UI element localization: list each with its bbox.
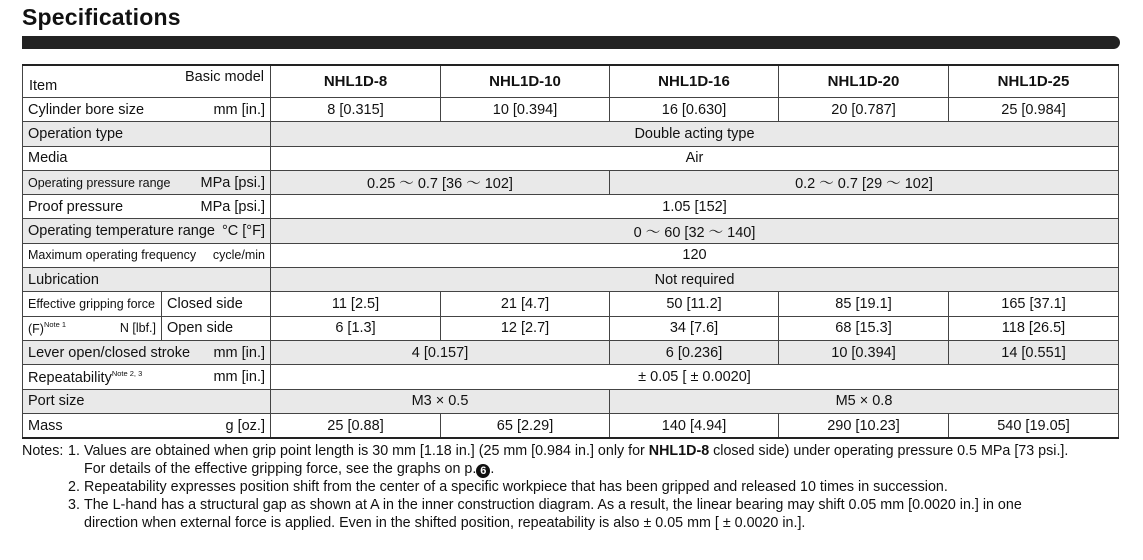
notes-label: Notes: xyxy=(22,443,64,459)
model-header: NHL1D-20 xyxy=(779,65,949,98)
row-operating-temperature xyxy=(23,219,1119,243)
table-cell: 140 [4.94] xyxy=(610,413,779,438)
page-title: Specifications xyxy=(22,4,181,30)
table-cell: Double acting type xyxy=(271,122,1119,146)
title-divider-bar xyxy=(22,36,1120,49)
unit-label: MPa [psi.] xyxy=(200,198,265,215)
table-cell: 11 [2.5] xyxy=(271,292,441,316)
row-port-size xyxy=(23,389,1119,413)
table-cell: 34 [7.6] xyxy=(610,316,779,340)
row-repeatability xyxy=(23,365,1119,389)
table-cell: 68 [15.3] xyxy=(779,316,949,340)
table-cell: 120 xyxy=(271,243,1119,267)
table-cell: M5 × 0.8 xyxy=(610,389,1119,413)
table-cell: 14 [0.551] xyxy=(949,340,1119,364)
table-cell: 21 [4.7] xyxy=(441,292,610,316)
unit-label: cycle/min xyxy=(212,248,265,263)
model-header: NHL1D-10 xyxy=(441,65,610,98)
row-gripping-closed xyxy=(23,292,1119,316)
row-label: Proof pressure MPa [psi.] xyxy=(23,195,271,219)
table-cell: 50 [11.2] xyxy=(610,292,779,316)
page-ref-badge: 6 xyxy=(476,464,490,478)
unit-label: N [lbf.] xyxy=(119,321,156,336)
row-label: Operating pressure range MPa [psi.] xyxy=(23,170,271,194)
unit-label: °C [°F] xyxy=(221,223,265,240)
row-max-frequency xyxy=(23,243,1119,267)
unit-label: mm [in.] xyxy=(213,344,265,361)
table-cell: 16 [0.630] xyxy=(610,98,779,122)
row-media xyxy=(23,146,1119,170)
row-label: Repeatability$^{Note 2, 3}$ mm [in.] xyxy=(23,365,271,389)
model-ref: NHL1D-8 xyxy=(648,443,710,459)
row-label: Lever open/closed stroke mm [in.] xyxy=(23,340,271,364)
model-header: NHL1D-16 xyxy=(610,65,779,98)
table-cell: 4 [0.157] xyxy=(271,340,610,364)
unit-label: mm [in.] xyxy=(213,101,265,118)
note-3: 3. The L-hand has a structural gap as shown at A in the inner construction diagram. As a result, the linear bearing may shift 0.05 mm [0.0020 in.] in one xyxy=(68,497,1022,513)
row-label: Operation type xyxy=(23,122,271,146)
row-mass xyxy=(23,413,1119,438)
notes-section xyxy=(22,442,1132,532)
table-cell: 10 [0.394] xyxy=(441,98,610,122)
table-cell: 0 ～ 60 [32 ～ 140] xyxy=(271,219,1119,243)
row-label: Cylinder bore size mm [in.] xyxy=(23,98,271,122)
table-cell: 10 [0.394] xyxy=(779,340,949,364)
unit-label: MPa [psi.] xyxy=(200,174,265,191)
note-1: Notes: 1. Values are obtained when grip point length is 30 mm [1.18 in.] (25 mm [0.984 in.] only for NHL1D-8 closed side) under operating pressure 0.5 MPa [73 psi.]. xyxy=(22,443,1069,459)
table-cell: 290 [10.23] xyxy=(779,413,949,438)
unit-label: mm [in.] xyxy=(213,368,265,385)
table-cell: 118 [26.5] xyxy=(949,316,1119,340)
row-lubrication xyxy=(23,268,1119,292)
table-cell: 1.05 [152] xyxy=(271,195,1119,219)
table-cell: 12 [2.7] xyxy=(441,316,610,340)
row-label: Effective gripping force xyxy=(23,292,162,316)
table-cell: 20 [0.787] xyxy=(779,98,949,122)
note-ref: Note 2, 3 xyxy=(111,368,143,378)
row-label: Lubrication xyxy=(23,268,271,292)
table-cell: Air xyxy=(271,146,1119,170)
row-label: $(F)^{Note 1}$ N [lbf.] xyxy=(23,316,162,340)
row-label: Maximum operating frequency cycle/min xyxy=(23,243,271,267)
row-cylinder-bore xyxy=(23,98,1119,122)
row-label: Mass g [oz.] xyxy=(23,413,271,438)
table-cell: M3 × 0.5 xyxy=(271,389,610,413)
table-header-row xyxy=(23,65,1119,98)
table-cell: 6 [1.3] xyxy=(271,316,441,340)
item-label: Item xyxy=(29,78,58,94)
row-label: Operating temperature range °C [°F] xyxy=(23,219,271,243)
header-item-cell xyxy=(23,65,271,98)
sub-label-closed: Closed side xyxy=(162,292,271,316)
table-cell: ± 0.05 [ ± 0.0020] xyxy=(271,365,1119,389)
basic-model-label: Basic model xyxy=(185,69,264,85)
table-cell: 540 [19.05] xyxy=(949,413,1119,438)
row-label: Media xyxy=(23,146,271,170)
row-lever-stroke xyxy=(23,340,1119,364)
table-cell: 6 [0.236] xyxy=(610,340,779,364)
table-cell: Not required xyxy=(271,268,1119,292)
row-gripping-open xyxy=(23,316,1119,340)
row-operating-pressure xyxy=(23,170,1119,194)
specifications-table xyxy=(22,64,1119,439)
note-2: 2. Repeatability expresses position shift from the center of a specific workpiece that has been gripped and released 10 times in succession. xyxy=(68,479,948,495)
table-cell: 8 [0.315] xyxy=(271,98,441,122)
table-cell: 25 [0.88] xyxy=(271,413,441,438)
row-operation-type xyxy=(23,122,1119,146)
table-cell: 0.25 ～ 0.7 [36 ～ 102] xyxy=(271,170,610,194)
model-header: NHL1D-8 xyxy=(271,65,441,98)
row-proof-pressure xyxy=(23,195,1119,219)
table-cell: 65 [2.29] xyxy=(441,413,610,438)
table-cell: 25 [0.984] xyxy=(949,98,1119,122)
table-cell: 0.2 ～ 0.7 [29 ～ 102] xyxy=(610,170,1119,194)
note-1-continuation: For details of the effective gripping force, see the graphs on p. 6 . xyxy=(84,461,495,477)
note-3-continuation: direction when external force is applied. Even in the shifted position, repeatability is also ± 0.05 mm [ ± 0.0020 in.]. xyxy=(84,515,806,531)
table-cell: 165 [37.1] xyxy=(949,292,1119,316)
unit-label: g [oz.] xyxy=(225,417,265,434)
note-ref: Note 1 xyxy=(43,319,67,329)
row-label: Port size xyxy=(23,389,271,413)
model-header: NHL1D-25 xyxy=(949,65,1119,98)
sub-label-open: Open side xyxy=(162,316,271,340)
table-cell: 85 [19.1] xyxy=(779,292,949,316)
